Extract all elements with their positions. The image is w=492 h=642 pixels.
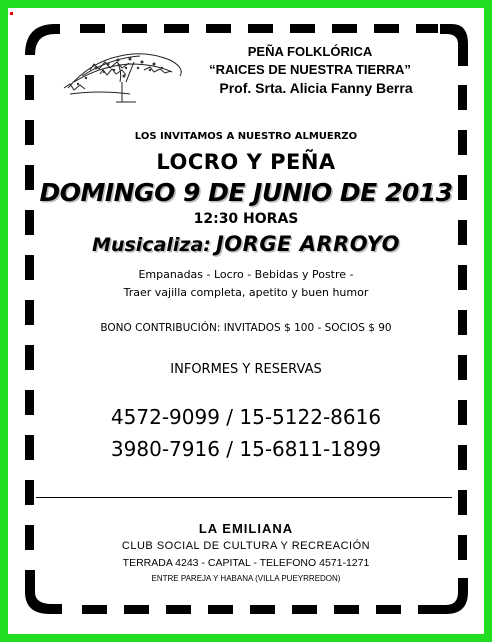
event-title: LOCRO Y PEÑA xyxy=(156,150,336,174)
phone-line: 3980-7916 / 15-6811-1899 xyxy=(110,437,382,461)
music-label: Musicaliza: xyxy=(92,234,211,256)
cross-streets: ENTRE PAREJA Y HABANA (VILLA PUEYRREDON) xyxy=(151,574,341,583)
venue-name: LA EMILIANA xyxy=(198,521,294,536)
event-date: DOMINGO 9 DE JUNIO DE 2013 xyxy=(39,178,453,207)
bring-line: Traer vajilla completa, apetito y buen humor xyxy=(123,286,369,299)
venue-address: TERRADA 4243 - CAPITAL - TELEFONO 4571-1271 xyxy=(122,557,370,569)
event-time: 12:30 HORAS xyxy=(193,211,299,227)
divider xyxy=(36,497,452,498)
menu-line: Empanadas - Locro - Bebidas y Postre - xyxy=(138,268,354,281)
group-type: PEÑA FOLKLÓRICA xyxy=(247,44,373,59)
price-line: BONO CONTRIBUCIÓN: INVITADOS $ 100 - SOCIOS $ 90 xyxy=(100,322,392,334)
music-line xyxy=(30,232,462,256)
phone-line: 4572-9099 / 15-5122-8616 xyxy=(110,405,382,429)
invite-line: LOS INVITAMOS A NUESTRO ALMUERZO xyxy=(134,131,358,142)
group-name: “RAICES DE NUESTRA TIERRA” xyxy=(209,62,411,77)
club-description: CLUB SOCIAL DE CULTURA Y RECREACIÓN xyxy=(121,540,371,552)
contact-heading: INFORMES Y RESERVAS xyxy=(170,362,322,377)
teacher-name: Prof. Srta. Alicia Fanny Berra xyxy=(219,80,413,96)
music-artist: JORGE ARROYO xyxy=(215,232,400,256)
